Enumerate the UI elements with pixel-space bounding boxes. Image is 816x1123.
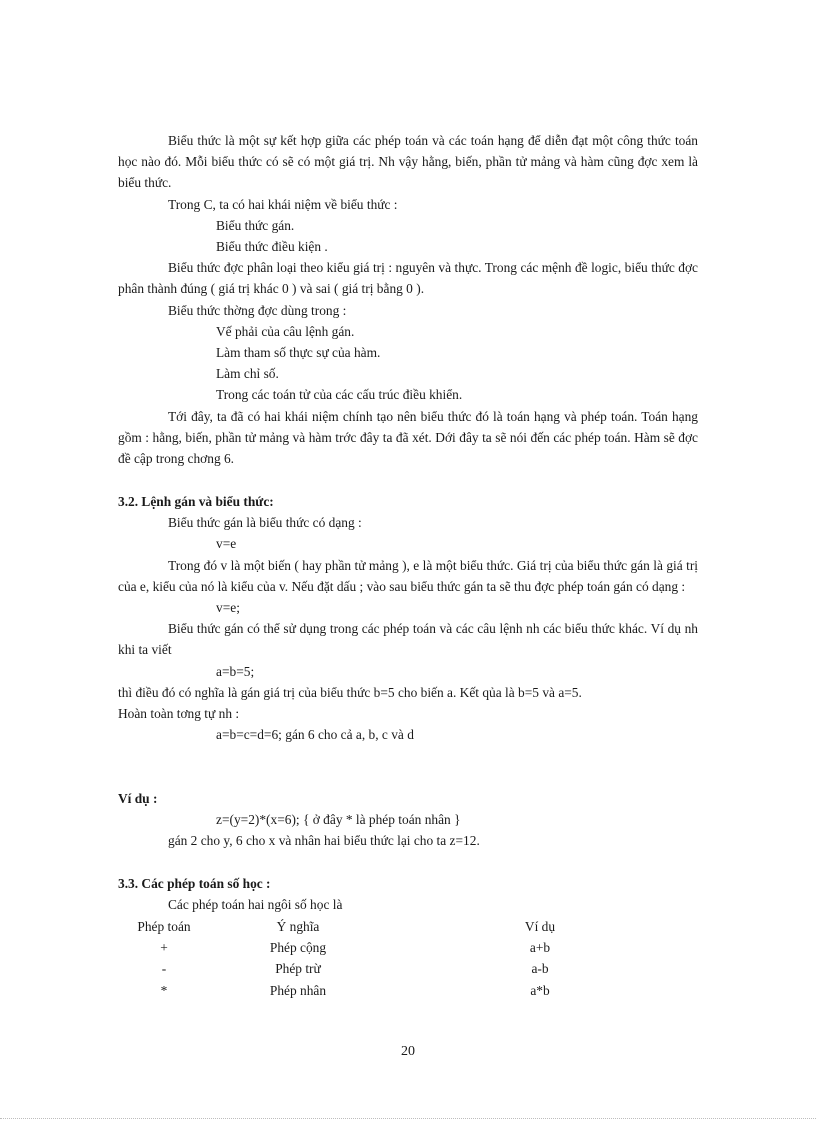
table-row: [118, 980, 698, 1001]
example-description: gán 2 cho y, 6 cho x và nhân hai biểu thức lại cho ta z=12.: [168, 833, 480, 849]
operator-table: [118, 916, 698, 1001]
section-3-2-paragraph-4: Hoàn toàn tơng tự nh :: [118, 706, 240, 722]
example-section: [118, 788, 698, 852]
code-v-equals-e-semicolon: v=e;: [216, 600, 240, 616]
page-bottom-divider: [0, 1118, 816, 1119]
cell-example: a*b: [530, 982, 550, 998]
section-3-2-paragraph-1: Trong đó v là một biến ( hay phần tử mảng ), e là một biểu thức. Giá trị của biểu thức gán là giá trị của e, kiểu của nó là kiểu của v. Nếu đặt dấu ; vào sau biểu thức gán ta sẽ thu đợc phép toán gán có dạng :: [118, 557, 698, 594]
header-meaning: Ý nghĩa: [276, 919, 320, 934]
section-3-2-paragraph-2: Biểu thức gán có thể sử dụng trong các phép toán và các câu lệnh nh các biểu thức khác. Ví dụ nh khi ta viết: [118, 621, 698, 658]
intro-paragraph-4: Biểu thức thờng đợc dùng trong :: [168, 302, 347, 318]
use-item-1: Vế phải của câu lệnh gán.: [216, 323, 355, 339]
example-code: z=(y=2)*(x=6); { ở đây * là phép toán nhân }: [216, 812, 461, 828]
page-number: 20: [401, 1044, 415, 1059]
section-3-2: [118, 491, 698, 745]
cell-meaning: Phép nhân: [269, 982, 327, 998]
section-3-2-paragraph-3: thì điều đó có nghĩa là gán giá trị của biểu thức b=5 cho biến a. Kết qủa là b=5 và a=5.: [118, 684, 582, 700]
code-v-equals-e: v=e: [216, 536, 237, 552]
intro-paragraph-1: Biểu thức là một sự kết hợp giữa các phép toán và các toán hạng để diễn đạt một công thức toán học nào đó. Mỗi biểu thức có sẽ có một giá trị. Nh vậy hằng, biến, phần tử mảng và hàm cũng đợc xem là biểu thức.: [118, 133, 698, 191]
cell-meaning: Phép trừ: [275, 961, 321, 977]
expression-kind-assignment: Biểu thức gán.: [216, 217, 295, 233]
intro-paragraph-2: Trong C, ta có hai khái niệm về biểu thức :: [168, 196, 398, 212]
code-a-b-c-d-6: a=b=c=d=6; gán 6 cho cả a, b, c và d: [216, 727, 414, 743]
table-row: [118, 958, 698, 979]
section-3-3-heading: 3.3. Các phép toán số học :: [118, 876, 271, 891]
cell-example: a-b: [531, 961, 549, 977]
section-3-2-line-1: Biểu thức gán là biểu thức có dạng :: [168, 515, 362, 531]
intro-section: [118, 130, 698, 469]
cell-operator: -: [161, 961, 167, 977]
section-3-3: [118, 873, 698, 915]
cell-example: a+b: [529, 940, 551, 956]
table-row: [118, 937, 698, 958]
header-example: Ví dụ: [524, 919, 556, 934]
expression-kind-condition: Biểu thức điều kiện .: [216, 239, 328, 255]
section-3-2-heading: 3.2. Lệnh gán và biểu thức:: [118, 494, 274, 509]
use-item-3: Làm chỉ số.: [216, 366, 279, 382]
code-a-b-5: a=b=5;: [216, 663, 255, 679]
header-operator: Phép toán: [137, 919, 191, 934]
cell-operator: *: [160, 982, 168, 998]
use-item-2: Làm tham số thực sự của hàm.: [216, 345, 381, 361]
table-header-row: [118, 916, 698, 937]
intro-paragraph-3: Biểu thức đợc phân loại theo kiểu giá trị : nguyên và thực. Trong các mệnh đề logic, biểu thức đợc phân thành đúng ( giá trị khác 0 ) và sai ( giá trị bằng 0 ).: [118, 260, 698, 297]
intro-paragraph-5: Tới đây, ta đã có hai khái niệm chính tạo nên biểu thức đó là toán hạng và phép toán. Toán hạng gồm : hằng, biến, phần tử mảng và hàm trớc đây ta đã xét. Dới đây ta sẽ nói đến các phép toán. Hàm sẽ đợc đề cập trong chơng 6.: [118, 408, 698, 467]
cell-meaning: Phép cộng: [269, 940, 327, 956]
example-heading: Ví dụ :: [118, 791, 158, 806]
use-item-4: Trong các toán tử của các cấu trúc điều khiển.: [216, 387, 463, 403]
cell-operator: +: [160, 940, 168, 956]
section-3-3-line-1: Các phép toán hai ngôi số học là: [168, 897, 343, 913]
